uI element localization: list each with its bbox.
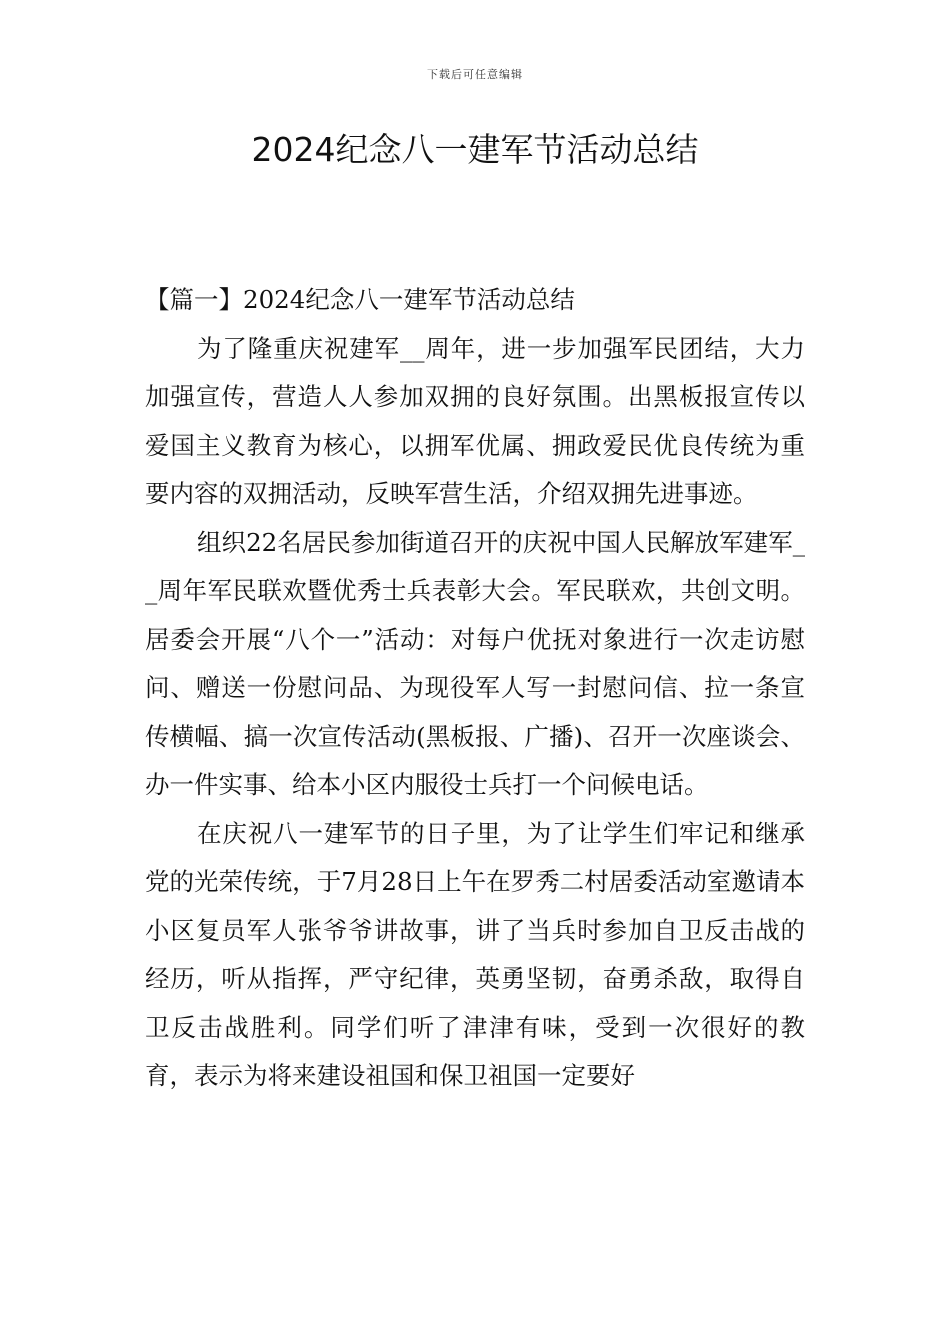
header-note: 下载后可任意编辑 xyxy=(427,68,523,81)
document-body xyxy=(145,276,805,1101)
section-heading: 【篇一】2024纪念八一建军节活动总结 xyxy=(145,285,575,314)
document-title: 2024纪念八一建军节活动总结 xyxy=(251,130,699,169)
paragraph-3: 在庆祝八一建军节的日子里，为了让学生们牢记和继承党的光荣传统，于7月28日上午在罗秀二村居委活动室邀请本小区复员军人张爷爷讲故事，讲了当兵时参加自卫反击战的经历，听从指挥，严守纪律，英勇坚韧，奋勇杀敌，取得自卫反击战胜利。同学们听了津津有味，受到一次很好的教育，表示为将来建设祖国和保卫祖国一定要好 xyxy=(145,818,805,1090)
paragraph-1: 为了隆重庆祝建军__周年，进一步加强军民团结，大力加强宣传，营造人人参加双拥的良好氛围。出黑板报宣传以爱国主义教育为核心，以拥军优属、拥政爱民优良传统为重要内容的双拥活动，反映军营生活，介绍双拥先进事迹。 xyxy=(145,333,805,508)
paragraph-2: 组织22名居民参加街道召开的庆祝中国人民解放军建军__周年军民联欢暨优秀士兵表彰大会。军民联欢，共创文明。居委会开展“八个一”活动：对每户优抚对象进行一次走访慰问、赠送一份慰问品、为现役军人写一封慰问信、拉一条宣传横幅、搞一次宣传活动(黑板报、广播)、召开一次座谈会、办一件实事、给本小区内服役士兵打一个问候电话。 xyxy=(145,527,805,799)
